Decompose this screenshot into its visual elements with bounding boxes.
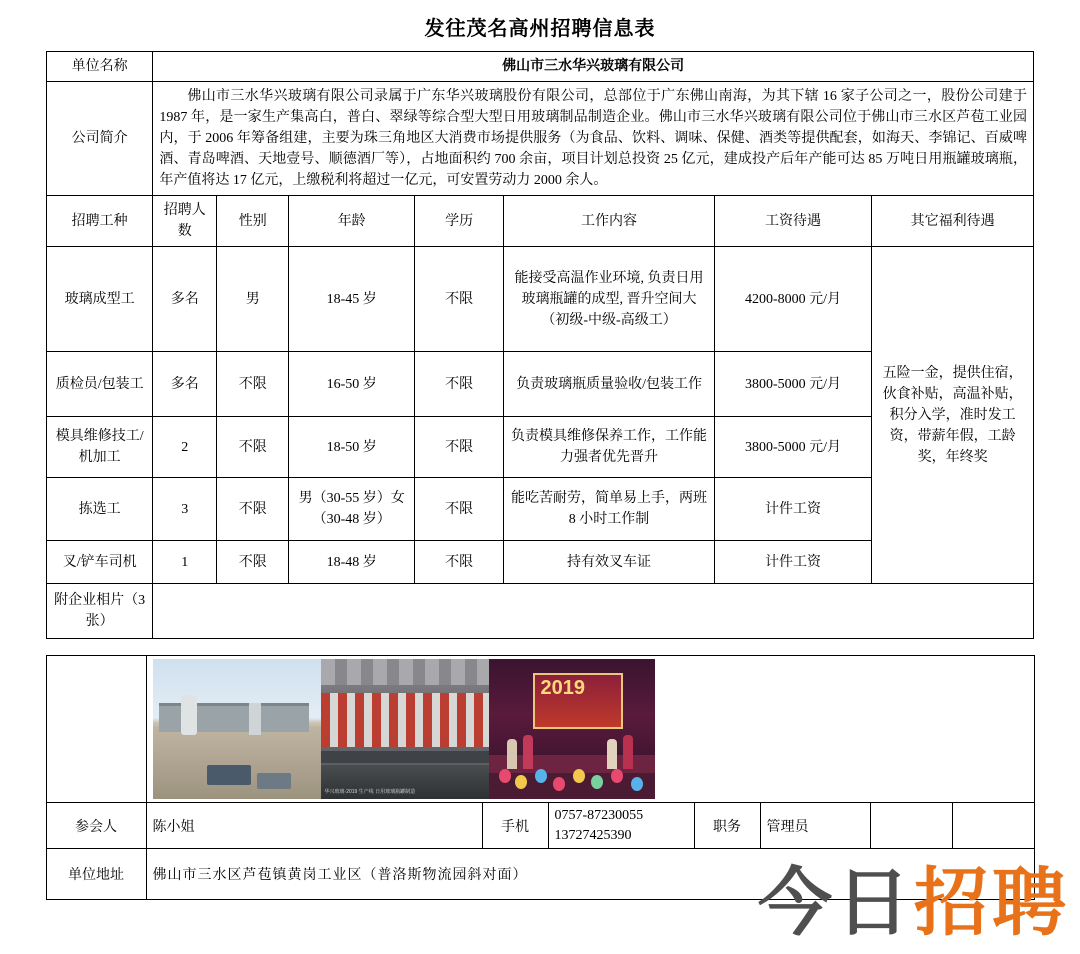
job-gender-0: 男 bbox=[217, 247, 289, 352]
photo-row-spacer bbox=[46, 656, 146, 803]
col-header-gender: 性别 bbox=[217, 196, 289, 247]
col-header-age: 年龄 bbox=[289, 196, 414, 247]
watermark-char-4: 聘 bbox=[992, 861, 1070, 944]
table-row-photos-note bbox=[47, 584, 1034, 639]
address-value: 佛山市三水区芦苞镇黄岗工业区（普洛斯物流园斜对面） bbox=[146, 849, 1034, 900]
company-profile-text: 佛山市三水华兴玻璃有限公司录属于广东华兴玻璃股份有限公司，总部位于广东佛山南海，为其下辖 16 家子公司之一，股份公司建于 1987 年，是一家生产集高白，普白、翠绿等综合型大型日用玻璃制品制造企业。佛山市三水华兴玻璃有限公司位于佛山市三水区芦苞工业园内，于 2006 年筹备组建，主要为珠三角地区大消费市场提供服务（为食品、饮料、调味、保健、酒类等提供配套，如海天、李锦记、百威啤酒、青岛啤酒、天地壹号、顺德酒厂等），占地面积约 700 余亩，项目计划总投资 25 亿元，建成投产后年产能可达 85 万吨日用瓶罐玻璃瓶，年产值将达 17 亿元，上缴税利将超过一亿元，可安置劳动力 2000 余人。 bbox=[159, 89, 1027, 188]
page-title: 发往茂名高州招聘信息表 bbox=[424, 18, 656, 40]
job-age-4: 18-48 岁 bbox=[289, 541, 414, 584]
factory-exterior-photo bbox=[153, 659, 321, 799]
job-salary-2: 3800-5000 元/月 bbox=[714, 417, 871, 478]
job-education-2: 不限 bbox=[414, 417, 503, 478]
job-gender-2: 不限 bbox=[217, 417, 289, 478]
recruitment-table bbox=[46, 51, 1034, 639]
job-age-3: 男（30-55 岁）女（30-48 岁） bbox=[289, 478, 414, 541]
table-row-company bbox=[47, 52, 1034, 82]
job-content-2: 负责模具维修保养工作，工作能力强者优先晋升 bbox=[504, 417, 715, 478]
attendee-value: 陈小姐 bbox=[146, 803, 482, 849]
table-row-address bbox=[46, 849, 1034, 900]
job-name-1: 质检员/包装工 bbox=[47, 352, 153, 417]
table-row-contact bbox=[46, 803, 1034, 849]
photo-watermark-text: 华兴玻璃·2019 生产线 日用玻璃瓶罐制造 bbox=[324, 788, 416, 795]
watermark-char-2: 日 bbox=[836, 861, 914, 944]
job-gender-4: 不限 bbox=[217, 541, 289, 584]
company-profile-value bbox=[153, 82, 1034, 196]
photos-label: 附企业相片（3 张） bbox=[47, 584, 153, 639]
party-year-text: 2019 bbox=[540, 677, 585, 699]
job-education-4: 不限 bbox=[414, 541, 503, 584]
job-content-4: 持有效叉车证 bbox=[504, 541, 715, 584]
job-gender-1: 不限 bbox=[217, 352, 289, 417]
photos-note-empty bbox=[153, 584, 1034, 639]
company-profile-label: 公司简介 bbox=[47, 82, 153, 196]
benefits-cell: 五险一金，提供住宿，伙食补贴，高温补贴，积分入学，准时发工资，带薪年假，工龄奖，年终奖 bbox=[872, 247, 1034, 584]
job-count-4: 1 bbox=[153, 541, 217, 584]
col-header-content: 工作内容 bbox=[504, 196, 715, 247]
contact-blank-2 bbox=[952, 803, 1034, 849]
job-name-2: 模具维修技工/机加工 bbox=[47, 417, 153, 478]
address-label: 单位地址 bbox=[46, 849, 146, 900]
job-education-3: 不限 bbox=[414, 478, 503, 541]
col-header-count: 招聘人数 bbox=[153, 196, 217, 247]
job-content-0: 能接受高温作业环境, 负责日用玻璃瓶罐的成型, 晋升空间大（初级-中级-高级工） bbox=[504, 247, 715, 352]
photos-contact-table bbox=[46, 655, 1035, 900]
phone-label: 手机 bbox=[482, 803, 548, 849]
job-salary-4: 计件工资 bbox=[714, 541, 871, 584]
photo-strip-cell bbox=[146, 656, 1034, 803]
job-count-0: 多名 bbox=[153, 247, 217, 352]
col-header-salary: 工资待遇 bbox=[714, 196, 871, 247]
annual-party-photo bbox=[489, 659, 655, 799]
job-content-1: 负责玻璃瓶质量验收/包装工作 bbox=[504, 352, 715, 417]
table-row-profile bbox=[47, 82, 1034, 196]
job-gender-3: 不限 bbox=[217, 478, 289, 541]
job-salary-3: 计件工资 bbox=[714, 478, 871, 541]
job-salary-0: 4200-8000 元/月 bbox=[714, 247, 871, 352]
job-salary-1: 3800-5000 元/月 bbox=[714, 352, 871, 417]
job-name-4: 叉/铲车司机 bbox=[47, 541, 153, 584]
job-age-1: 16-50 岁 bbox=[289, 352, 414, 417]
table-row bbox=[47, 247, 1034, 352]
job-age-0: 18-45 岁 bbox=[289, 247, 414, 352]
production-line-photo bbox=[321, 659, 489, 799]
job-name-3: 拣选工 bbox=[47, 478, 153, 541]
job-count-1: 多名 bbox=[153, 352, 217, 417]
job-name-0: 玻璃成型工 bbox=[47, 247, 153, 352]
watermark-char-3: 招 bbox=[914, 861, 992, 944]
watermark-char-1: 今 bbox=[758, 861, 836, 944]
company-name-value: 佛山市三水华兴玻璃有限公司 bbox=[153, 52, 1034, 82]
table-header-row bbox=[47, 196, 1034, 247]
attendee-label: 参会人 bbox=[46, 803, 146, 849]
job-age-2: 18-50 岁 bbox=[289, 417, 414, 478]
position-value: 管理员 bbox=[760, 803, 870, 849]
photo-row bbox=[46, 656, 1034, 803]
company-name-label: 单位名称 bbox=[47, 52, 153, 82]
col-header-job: 招聘工种 bbox=[47, 196, 153, 247]
job-education-0: 不限 bbox=[414, 247, 503, 352]
job-count-2: 2 bbox=[153, 417, 217, 478]
col-header-education: 学历 bbox=[414, 196, 503, 247]
contact-blank-1 bbox=[870, 803, 952, 849]
job-count-3: 3 bbox=[153, 478, 217, 541]
col-header-benefits: 其它福利待遇 bbox=[872, 196, 1034, 247]
position-label: 职务 bbox=[694, 803, 760, 849]
phone-value: 0757-87230055 13727425390 bbox=[548, 803, 694, 849]
job-content-3: 能吃苦耐劳，简单易上手，两班 8 小时工作制 bbox=[504, 478, 715, 541]
job-education-1: 不限 bbox=[414, 352, 503, 417]
